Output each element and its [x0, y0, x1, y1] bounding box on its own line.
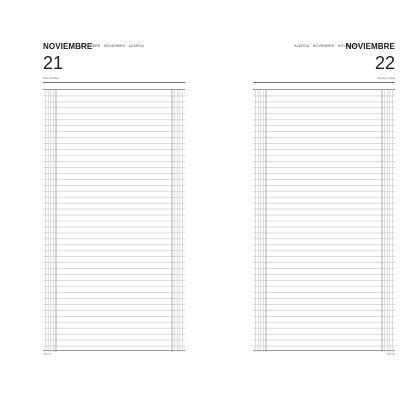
- day-number: 22: [374, 53, 395, 73]
- day-number: 21: [43, 53, 64, 73]
- ledger-grid: [253, 89, 395, 351]
- month-name: NOVIEMBRE: [345, 42, 395, 51]
- day-of-year: 326-40: [386, 353, 395, 356]
- left-header: [43, 42, 185, 52]
- month-name: NOVIEMBRE: [43, 42, 93, 51]
- day-of-year: 325-41: [43, 353, 52, 356]
- ledger-grid: [43, 89, 185, 351]
- right-page: [253, 40, 395, 360]
- saint-of-day: San Gelasio: [43, 76, 60, 80]
- ledger-lines: [253, 90, 395, 352]
- month-translations: NOVEMBRE · NOVEMBER · AZAROA: [79, 44, 144, 48]
- left-page: [43, 40, 185, 360]
- ledger-lines: [43, 90, 185, 352]
- header-rule: [43, 82, 185, 83]
- diary-spread: [40, 40, 395, 360]
- month-translations: AZAROA · NOVEMBRE · NOVEMBER: [294, 44, 359, 48]
- saint-of-day: Santa Cecilia: [377, 76, 395, 80]
- header-rule: [253, 82, 395, 83]
- right-header: [253, 42, 395, 52]
